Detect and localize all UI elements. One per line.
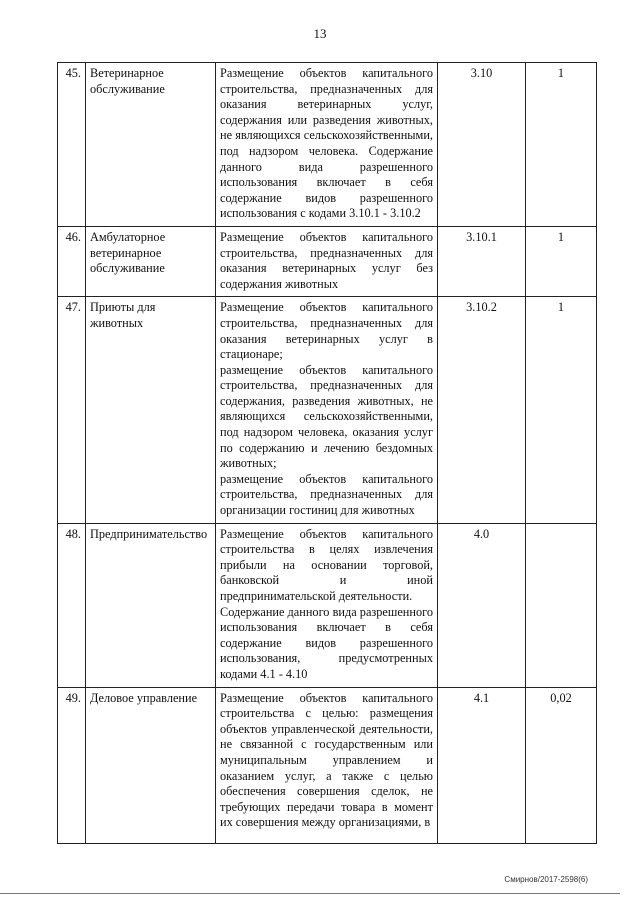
description-text: Размещение объектов капитального строительства, предназначенных для оказания ветеринарных услуг в стационаре; размещение объектов капитального строительства, предназначенных для содержания, разведения животных, не являющихся сельскохозяйственными, под надзором человека, оказания услуг по содержанию и лечению бездомных животных; размещение объектов капитального строительства, предназначенных для организации гостиниц для животных <box>220 300 433 518</box>
use-type-name: Приюты для животных <box>86 297 216 523</box>
use-type-value <box>526 523 597 687</box>
use-type-name: Ветеринарное обслуживание <box>86 63 216 227</box>
use-type-description <box>216 687 438 843</box>
land-use-table <box>57 62 597 844</box>
use-type-name: Предпринимательство <box>86 523 216 687</box>
use-type-value: 1 <box>526 63 597 227</box>
description-text: Размещение объектов капитального строительства, предназначенных для оказания ветеринарных услуг, содержания или разведения животных, не являющихся сельскохозяйственными, под надзором человека. Содержание данного вида разрешенного использования включает в себя содержание видов разрешенного использования с кодами 3.10.1 - 3.10.2 <box>220 66 433 221</box>
row-number: 46. <box>58 226 86 296</box>
use-type-name: Деловое управление <box>86 687 216 843</box>
use-type-code: 4.0 <box>438 523 526 687</box>
footer-divider <box>0 893 620 894</box>
description-text: Размещение объектов капитального строительства, предназначенных для оказания ветеринарных услуг без содержания животных <box>220 229 433 291</box>
table-row <box>58 687 597 843</box>
document-stamp: Смирнов/2017-2598(6) <box>504 875 588 884</box>
page-number: 13 <box>313 26 327 41</box>
row-number: 49. <box>58 687 86 843</box>
use-type-description <box>216 63 438 227</box>
description-text: Размещение объектов капитального строительства с целью: размещения объектов управленческой деятельности, не связанной с государственным или муниципальным управлением и оказанием услуг, а также с целью обеспечения совершения сделок, не требующих передачи товара в момент их совершения между организациями, в <box>220 690 433 830</box>
use-type-description <box>216 297 438 523</box>
use-type-value: 1 <box>526 297 597 523</box>
use-type-description <box>216 226 438 296</box>
use-type-value: 1 <box>526 226 597 296</box>
use-type-code: 4.1 <box>438 687 526 843</box>
row-number: 45. <box>58 63 86 227</box>
table-row <box>58 297 597 523</box>
use-type-value: 0,02 <box>526 687 597 843</box>
row-number: 48. <box>58 523 86 687</box>
description-text: Размещение объектов капитального строительства в целях извлечения прибыли на основании торговой, банковской и иной предпринимательской деятельности. Содержание данного вида разрешенного использования включает в себя содержание видов разрешенного использования, предусмотренных кодами 4.1 - 4.10 <box>220 526 433 681</box>
row-number: 47. <box>58 297 86 523</box>
table-row <box>58 226 597 296</box>
table-row <box>58 523 597 687</box>
use-type-code: 3.10 <box>438 63 526 227</box>
table-row <box>58 63 597 227</box>
use-type-code: 3.10.2 <box>438 297 526 523</box>
use-type-code: 3.10.1 <box>438 226 526 296</box>
use-type-name: Амбулаторное ветеринарное обслуживание <box>86 226 216 296</box>
use-type-description <box>216 523 438 687</box>
